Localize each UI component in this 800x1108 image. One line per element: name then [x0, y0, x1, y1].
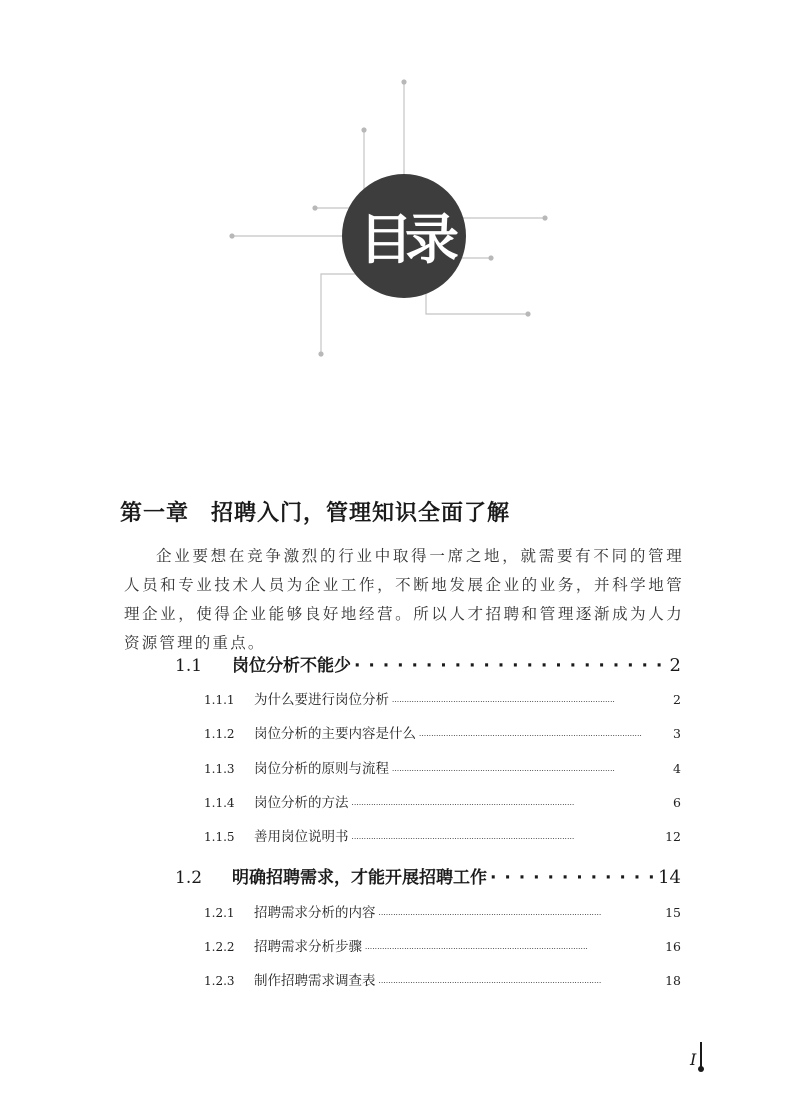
chapter-number: 第一章 [120, 501, 190, 526]
chapter-title [120, 496, 510, 527]
toc-number: 1.1.1 [204, 693, 235, 707]
toc-number: 1.1.2 [204, 727, 235, 741]
toc-leader [490, 868, 655, 888]
toc-leader [354, 656, 667, 676]
title-badge-glyph: 目录 [359, 207, 451, 271]
chapter-title-text: 招聘入门，管理知识全面了解 [211, 501, 511, 526]
toc-section-1-1[interactable] [175, 651, 681, 676]
toc-page: 18 [665, 973, 681, 988]
toc-number: 1.2.2 [204, 940, 235, 954]
toc-page: 12 [665, 829, 681, 844]
toc-number: 1.1.5 [204, 830, 235, 844]
toc-leader [352, 835, 663, 843]
toc-title: 为什么要进行岗位分析 [254, 692, 389, 708]
circuit-decoration [0, 0, 800, 420]
toc-leader [419, 732, 670, 740]
toc-page: 16 [665, 939, 681, 954]
toc-page: 3 [673, 726, 681, 741]
toc-leader [365, 945, 662, 953]
toc-number: 1.2.1 [204, 906, 235, 920]
toc-title: 善用岗位说明书 [254, 829, 349, 845]
toc-item-1-2-2[interactable] [204, 935, 681, 955]
toc-title: 岗位分析不能少 [232, 656, 351, 676]
toc-item-1-1-2[interactable] [204, 722, 681, 742]
toc-leader [352, 801, 671, 809]
page-folio [690, 1040, 702, 1070]
toc-item-1-1-1[interactable] [204, 688, 681, 708]
folio-number: I [690, 1050, 697, 1069]
toc-number: 1.2.3 [204, 974, 235, 988]
toc-title: 岗位分析的原则与流程 [254, 761, 389, 777]
toc-title: 制作招聘需求调查表 [254, 973, 376, 989]
toc-number: 1.1.3 [204, 762, 235, 776]
toc-page: 14 [658, 867, 681, 888]
toc-section-1-2[interactable] [175, 863, 681, 888]
toc-leader [379, 911, 663, 919]
toc-item-1-2-1[interactable] [204, 901, 681, 921]
toc-number: 1.1.4 [204, 796, 235, 810]
toc-leader [392, 698, 670, 706]
toc-page: 15 [665, 905, 681, 920]
toc-item-1-1-4[interactable] [204, 791, 681, 811]
toc-title: 岗位分析的主要内容是什么 [254, 726, 416, 742]
toc-item-1-2-3[interactable] [204, 969, 681, 989]
toc-page: 2 [669, 655, 681, 676]
chapter-intro: 企业要想在竞争激烈的行业中取得一席之地，就需要有不同的管理人员和专业技术人员为企业工作，不断地发展企业的业务，并科学地管理企业，使得企业能够良好地经营。所以人才招聘和管理逐渐成为人力资源管理的重点。 [124, 547, 684, 652]
toc-number: 1.2 [175, 868, 203, 888]
toc-item-1-1-3[interactable] [204, 757, 681, 777]
toc-item-1-1-5[interactable] [204, 825, 681, 845]
toc-title: 招聘需求分析的内容 [254, 905, 376, 921]
toc-title: 招聘需求分析步骤 [254, 939, 362, 955]
toc-title: 岗位分析的方法 [254, 795, 349, 811]
toc-leader [392, 767, 670, 775]
toc-number: 1.1 [175, 656, 203, 676]
folio-marker-icon [700, 1042, 702, 1070]
toc-page: 4 [673, 761, 681, 776]
toc-page: 2 [673, 692, 681, 707]
toc-page: 6 [673, 795, 681, 810]
toc-leader [379, 979, 663, 987]
toc-title: 明确招聘需求，才能开展招聘工作 [232, 868, 487, 888]
